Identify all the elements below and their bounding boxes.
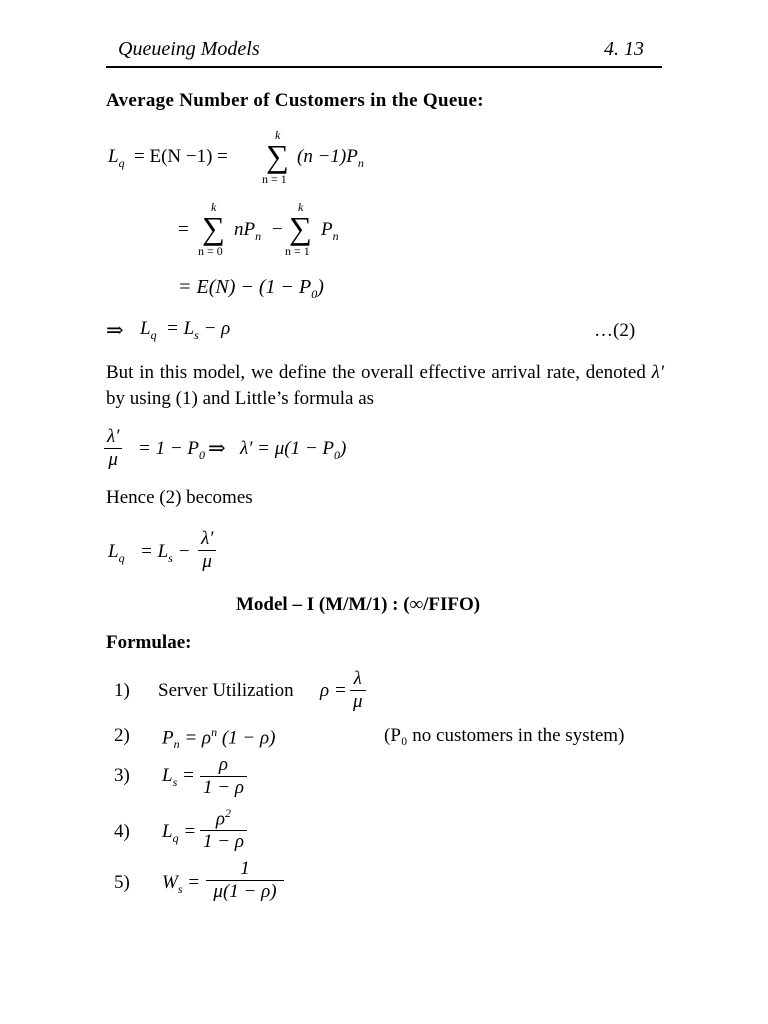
formula-5-lhs: $W_s$ = — [162, 872, 201, 896]
eq2-term2: $P_n$ — [321, 219, 339, 243]
formula-3-lhs: $L_s$ = — [162, 765, 195, 789]
eq1-expectation: = E(N −1) = — [134, 146, 228, 167]
eq2-sum2-upper: k — [298, 200, 304, 214]
formula-1-label: Server Utilization — [158, 680, 294, 701]
eq2-sum2-lower: n = 1 — [285, 244, 310, 258]
hence-line: Hence (2) becomes — [106, 487, 253, 508]
section-heading: Average Number of Customers in the Queue: — [106, 90, 484, 111]
eq1-sum-upper: k — [275, 128, 281, 142]
formula-3-fraction: $\frac{\rho}{1 - \rho}$ — [200, 754, 247, 799]
eq2-sum1-lower: n = 0 — [198, 244, 223, 258]
eq2-sum1-upper: k — [211, 200, 217, 214]
eq2-term1: $nP_n$ — [234, 219, 262, 243]
formula-5-number: 5) — [114, 872, 130, 893]
body-paragraph: But in this model, we define the overall effective arrival rate, denoted λ′ by using (1) and Little’s formula as — [106, 362, 665, 409]
formula-5-fraction: $\frac{1}{\mu(1 - \rho)}$ — [206, 858, 284, 903]
formula-3-number: 3) — [114, 765, 130, 786]
eq1-sum-sign: ∑ — [266, 138, 289, 174]
eq1-sum-lower: n = 1 — [262, 172, 287, 186]
eq5-rhs: $\lambda' = \mu(1 - P_0)$ — [240, 438, 347, 462]
formula-2-number: 2) — [114, 725, 130, 746]
model-heading: Model – I (M/M/1) : (∞/FIFO) — [236, 594, 481, 615]
eq4-rhs: = $L_s - \rho$ — [166, 318, 231, 342]
eq1-term: $(n -1)P_n$ — [297, 146, 364, 170]
eq2-sum2-sign: ∑ — [289, 210, 312, 246]
formula-1-number: 1) — [114, 680, 130, 701]
eq5-implies: ⇒ — [208, 436, 226, 460]
formula-4-lhs: $L_q$ = — [162, 821, 197, 845]
header-rule — [106, 66, 662, 68]
formula-2-note: (P₀ no customers in the system) — [384, 725, 625, 746]
eq5-fraction: $\frac{\lambda'}{\mu}$ — [104, 426, 122, 471]
equation-number: …(2) — [594, 320, 636, 341]
formula-1-lhs: ρ = — [320, 680, 347, 701]
eq6-fraction: $\frac{\lambda'}{\mu}$ — [198, 528, 216, 573]
eq1-lhs: $L_q$ — [108, 146, 125, 170]
eq2-equals: = — [178, 219, 189, 240]
eq6-lhs: $L_q$ — [108, 541, 125, 565]
eq2-minus: − — [272, 219, 283, 240]
formulae-heading: Formulae: — [106, 632, 192, 653]
equation-en-minus-p0: = $E(N) - (1 - P_0)$ — [178, 276, 324, 301]
page-number: 4. 13 — [604, 38, 644, 60]
running-header-title: Queueing Models — [118, 38, 260, 60]
formula-2-expr: $P_n = \rho^n$ (1 − ρ) — [162, 725, 276, 752]
formula-4-fraction: $\frac{\rho^2}{1 - \rho}$ — [200, 806, 247, 853]
implies-arrow: ⇒ — [106, 318, 124, 342]
eq4-lhs: $L_q$ — [140, 318, 157, 342]
eq6-rhs: = $L_s$ − — [140, 541, 191, 565]
eq5-mid: = $1 - P_0$ — [138, 438, 205, 462]
formula-1-fraction: $\frac{\lambda}{\mu}$ — [350, 668, 366, 713]
eq2-sum1-sign: ∑ — [202, 210, 225, 246]
formula-4-number: 4) — [114, 821, 130, 842]
